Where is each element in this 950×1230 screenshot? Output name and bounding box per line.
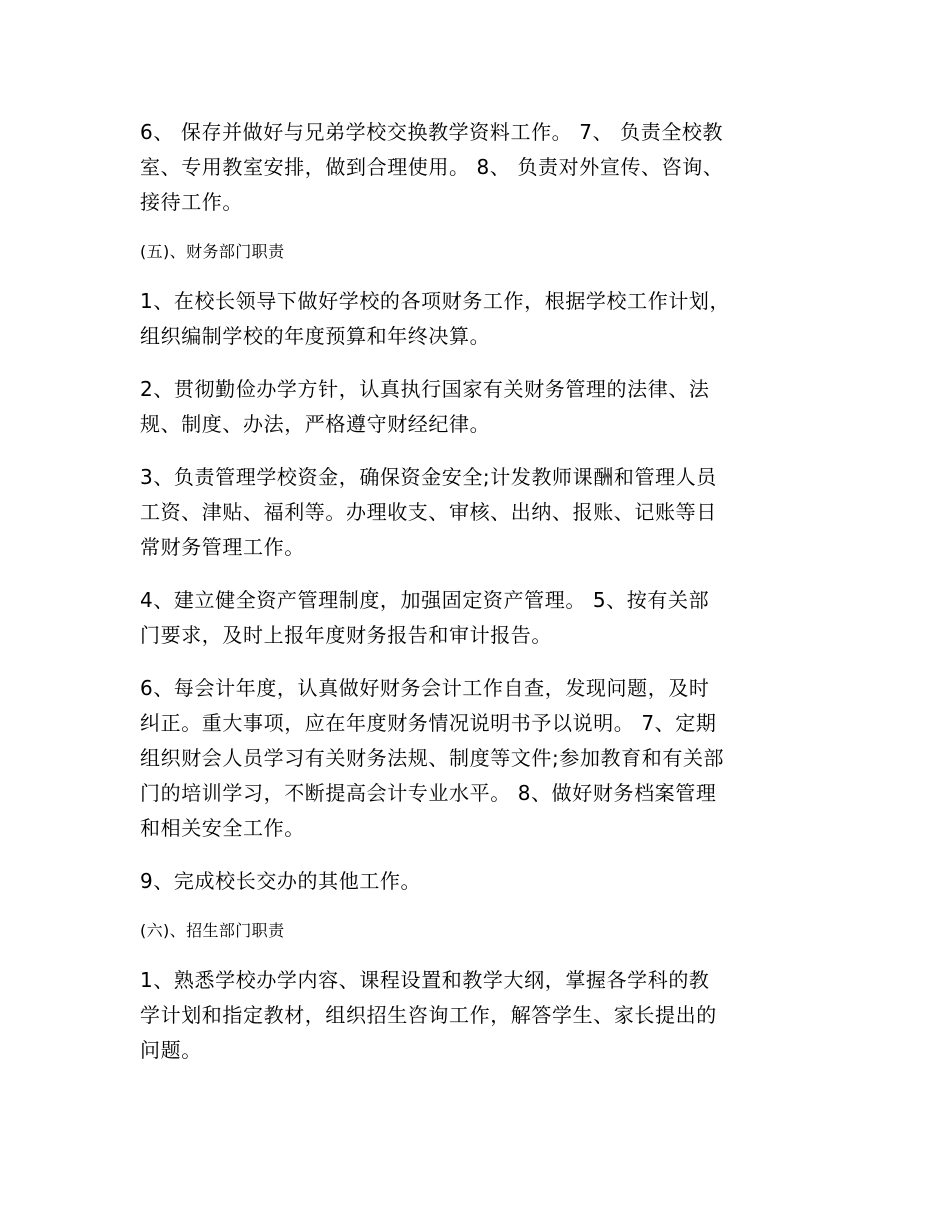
text-line: 学计划和指定教材，组织招生咨询工作，解答学生、家长提出的 [140, 1003, 717, 1027]
text-line: 纠正。重大事项，应在年度财务情况说明书予以说明。 7、定期 [140, 711, 717, 735]
text-line: 组织编制学校的年度预算和年终决算。 [140, 324, 491, 348]
text-line: 常财务管理工作。 [140, 535, 305, 559]
text-line: 和相关安全工作。 [140, 816, 305, 840]
paragraph-finance-2 [140, 372, 812, 442]
paragraph-admissions-1 [140, 963, 812, 1068]
text-line: 9、完成校长交办的其他工作。 [140, 869, 422, 893]
text-line: 2、贯彻勤俭办学方针，认真执行国家有关财务管理的法律、法 [140, 377, 710, 401]
text-line: 接待工作。 [140, 190, 243, 214]
text-line: 3、负责管理学校资金，确保资金安全;计发教师课酬和管理人员 [140, 465, 717, 489]
document-body [140, 115, 812, 1086]
section-heading-admissions [140, 917, 812, 945]
paragraph-finance-4-5 [140, 583, 812, 653]
text-line: 问题。 [140, 1038, 202, 1062]
text-line: 门要求，及时上报年度财务报告和审计报告。 [140, 623, 552, 647]
text-line: 6、每会计年度，认真做好财务会计工作自查，发现问题，及时 [140, 676, 710, 700]
text-line: 规、制度、办法，严格遵守财经纪律。 [140, 412, 491, 436]
paragraph-finance-1 [140, 284, 812, 354]
text-line: 6、 保存并做好与兄弟学校交换教学资料工作。 7、 负责全校教 [140, 120, 724, 144]
text-line: 1、熟悉学校办学内容、课程设置和教学大纲，掌握各学科的教 [140, 968, 710, 992]
paragraph-finance-3 [140, 460, 812, 565]
paragraph-teaching-duties-6-8 [140, 115, 812, 220]
section-heading-finance [140, 238, 812, 266]
text-line: 1、在校长领导下做好学校的各项财务工作，根据学校工作计划， [140, 289, 731, 313]
text-line: 4、建立健全资产管理制度，加强固定资产管理。 5、按有关部 [140, 588, 710, 612]
text-line: 室、专用教室安排，做到合理使用。 8、 负责对外宣传、咨询、 [140, 155, 724, 179]
text-line: 工资、津贴、福利等。办理收支、审核、出纳、报账、记账等日 [140, 500, 717, 524]
text-line: 组织财会人员学习有关财务法规、制度等文件;参加教育和有关部 [140, 746, 725, 770]
heading-text: (五)、财务部门职责 [140, 242, 285, 261]
text-line: 门的培训学习，不断提高会计专业水平。 8、做好财务档案管理 [140, 781, 717, 805]
paragraph-finance-6-8 [140, 671, 812, 846]
heading-text: (六)、招生部门职责 [140, 921, 285, 940]
paragraph-finance-9 [140, 864, 812, 899]
